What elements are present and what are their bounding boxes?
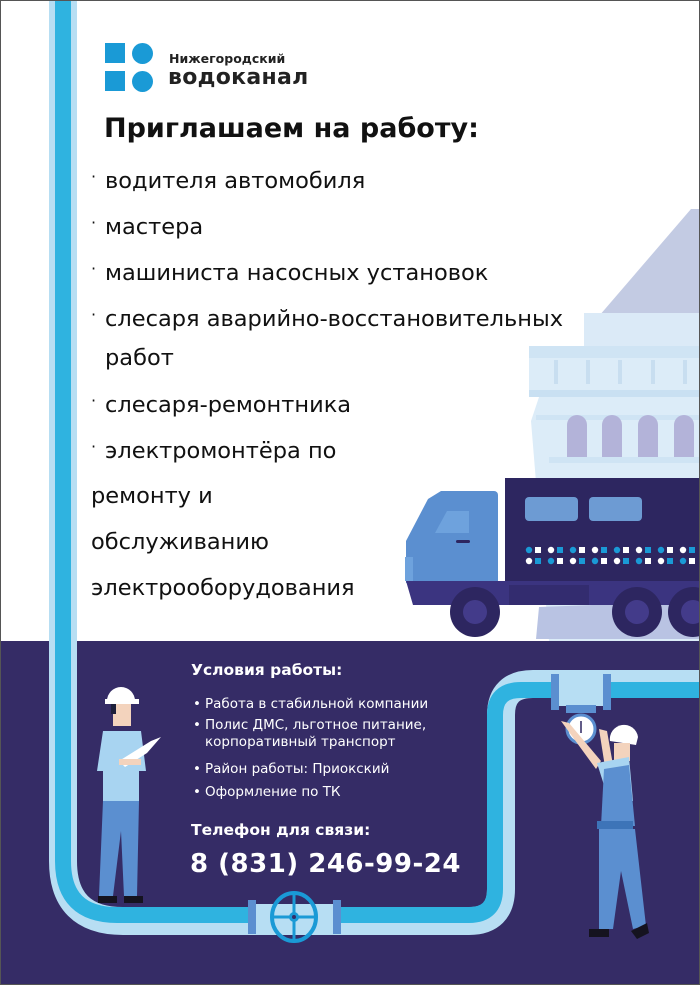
- bullet-icon: ·: [91, 259, 97, 278]
- condition-item: • Оформление по ТК: [193, 784, 341, 800]
- logo-city-name: Нижегородский: [169, 51, 286, 66]
- phone-label: Телефон для связи:: [191, 821, 371, 839]
- vacancy-item: · слесаря аварийно-восстановительных: [91, 305, 564, 332]
- logo-circle-icon: [132, 71, 153, 92]
- vacancy-item: · слесаря-ремонтника: [91, 391, 352, 418]
- gauge-worker-icon: [561, 715, 649, 939]
- bullet-icon: ·: [91, 391, 97, 410]
- bullet-icon: •: [193, 761, 201, 777]
- vacancy-item-continuation: ремонту и: [91, 483, 213, 509]
- logo-company-name: водоканал: [168, 65, 309, 90]
- condition-item: • Работа в стабильной компании: [193, 696, 429, 712]
- vacancy-item-continuation: работ: [105, 345, 174, 371]
- vacancy-item: · машиниста насосных установок: [91, 259, 489, 286]
- logo-circle-icon: [132, 43, 153, 64]
- bullet-icon: ·: [91, 213, 97, 232]
- conditions-title: Условия работы:: [191, 661, 343, 679]
- service-truck-icon: [405, 478, 700, 639]
- bullet-icon: ·: [91, 437, 97, 456]
- logo-square-icon: [105, 43, 125, 63]
- bullet-icon: •: [193, 784, 201, 800]
- vacancy-item-continuation: электрооборудования: [91, 575, 355, 601]
- vacancy-item: · электромонтёра по: [91, 437, 337, 464]
- condition-item: • Район работы: Приокский: [193, 761, 390, 777]
- bullet-icon: •: [193, 717, 201, 733]
- logo-square-icon: [105, 71, 125, 91]
- vacancy-item-continuation: обслуживанию: [91, 529, 269, 555]
- engineer-worker-icon: [97, 687, 161, 903]
- company-logo: [105, 43, 335, 95]
- phone-number[interactable]: 8 (831) 246-99-24: [190, 849, 461, 879]
- vacancy-item: · водителя автомобиля: [91, 167, 366, 194]
- vacancy-item: · мастера: [91, 213, 204, 240]
- condition-item: • Полис ДМС, льготное питание, корпоративный транспорт: [193, 717, 427, 750]
- bullet-icon: ·: [91, 167, 97, 186]
- bullet-icon: ·: [91, 305, 97, 324]
- bullet-icon: •: [193, 696, 201, 712]
- page-title: Приглашаем на работу:: [104, 113, 479, 144]
